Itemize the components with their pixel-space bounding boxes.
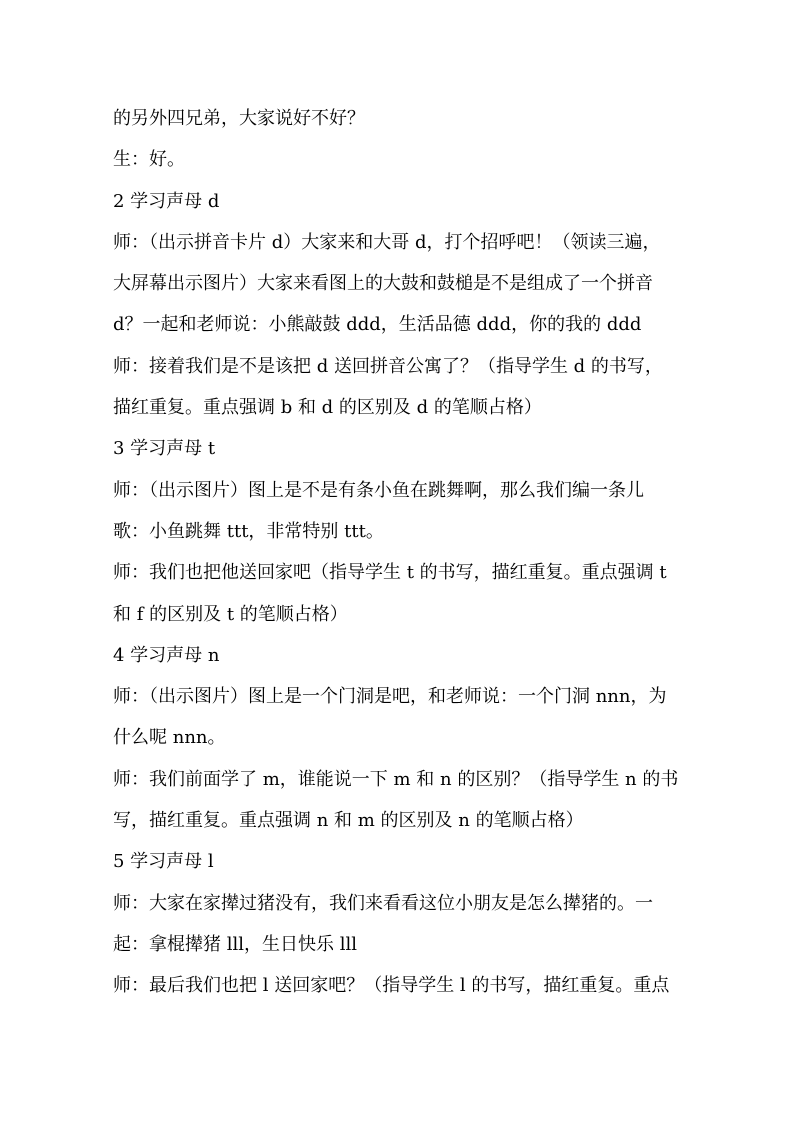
text-line: 师：我们也把他送回家吧（指导学生 t 的书写，描红重复。重点强调 t [113,562,667,584]
text-line: 歌：小鱼跳舞 ttt，非常特别 ttt。 [113,520,384,542]
text-line: 什么呢 nnn。 [113,727,226,749]
text-line: 生：好。 [113,149,185,171]
text-line: 师：最后我们也把 l 送回家吧？（指导学生 l 的书写，描红重复。重点 [113,975,670,997]
text-line: d？一起和老师说：小熊敲鼓 ddd，生活品德 ddd，你的我的 ddd [113,314,642,336]
text-line: 写，描红重复。重点强调 n 和 m 的区别及 n 的笔顺占格） [113,810,584,832]
text-line: 的另外四兄弟，大家说好不好？ [113,108,365,129]
section-heading: 4 学习声母 n [113,644,220,666]
text-line: 师：（出示图片）图上是不是有条小鱼在跳舞啊，那么我们编一条儿 [113,479,644,501]
text-line: 描红重复。重点强调 b 和 d 的区别及 d 的笔顺占格） [113,397,542,419]
document-body [113,98,693,1007]
text-line: 师：（出示图片）图上是一个门洞是吧，和老师说：一个门洞 nnn，为 [113,686,667,708]
text-line: 师：大家在家撵过猪没有，我们来看看这位小朋友是怎么撵猪的。一 [113,892,653,914]
text-line: 大屏幕出示图片）大家来看图上的大鼓和鼓槌是不是组成了一个拼音 [113,273,653,295]
section-heading: 2 学习声母 d [113,190,220,212]
text-line: 师：我们前面学了 m，谁能说一下 m 和 n 的区别？（指导学生 n 的书 [113,768,679,790]
text-line: 师：接着我们是不是该把 d 送回拼音公寓了？（指导学生 d 的书写， [113,355,663,377]
section-heading: 3 学习声母 t [113,438,216,460]
text-line: 和 f 的区别及 t 的笔顺占格） [113,603,348,625]
text-line: 起：拿棍撵猪 lll，生日快乐 lll [113,933,357,955]
section-heading: 5 学习声母 l [113,851,214,873]
text-line: 师：（出示拼音卡片 d）大家来和大哥 d，打个招呼吧！（领读三遍， [113,231,661,253]
